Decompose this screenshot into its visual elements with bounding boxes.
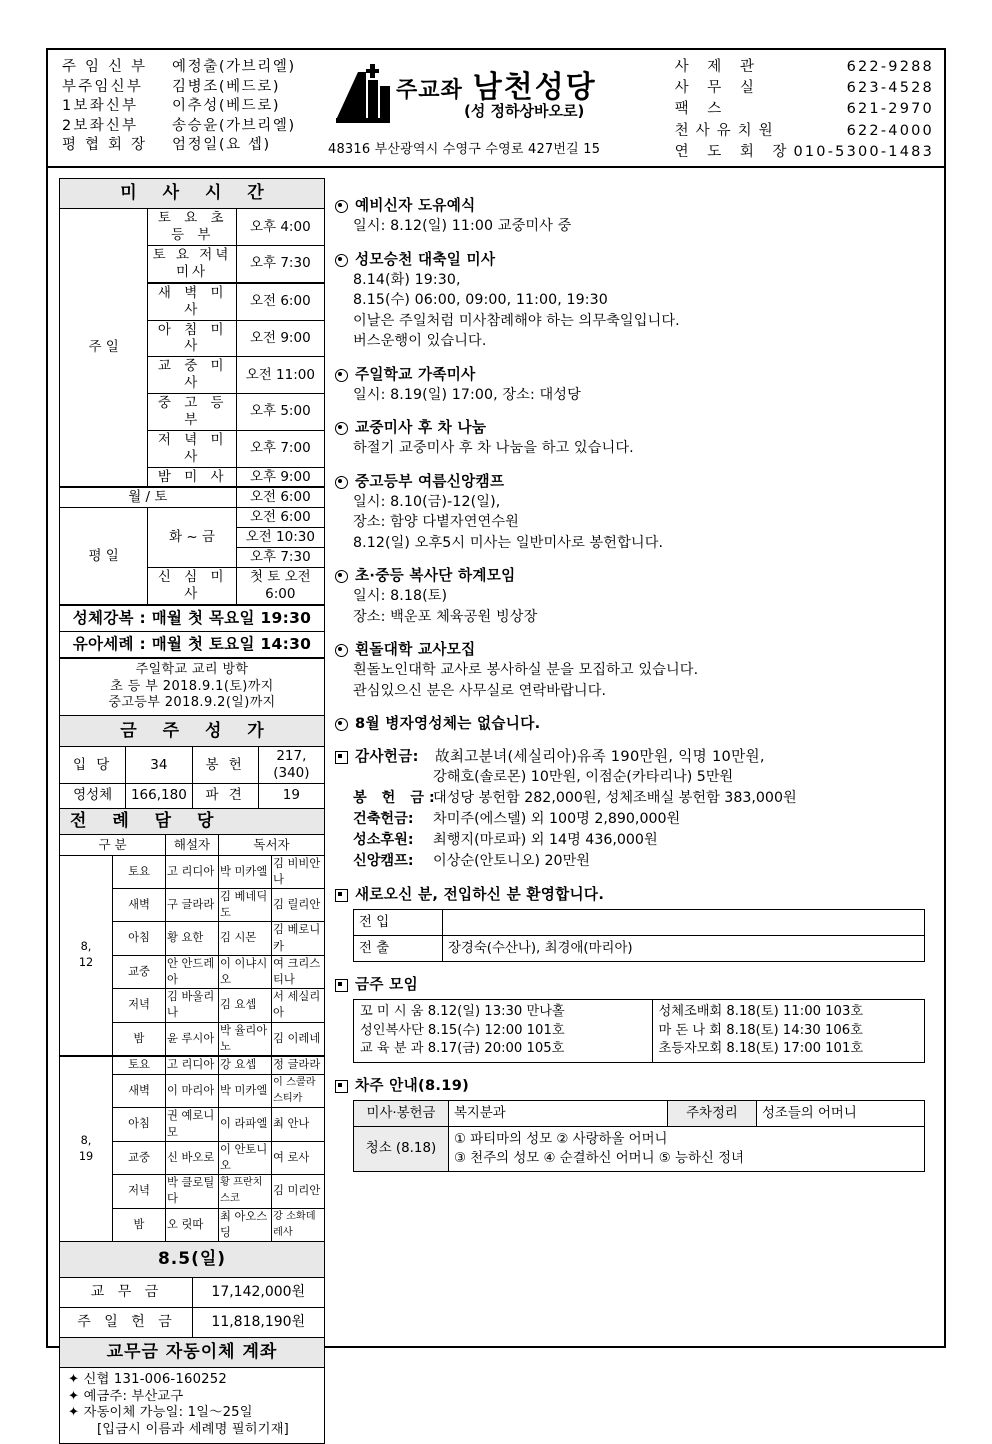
liturgy-mass: 밤: [113, 1022, 166, 1056]
church-logo-icon: [336, 64, 390, 126]
account-details: [60, 1368, 325, 1444]
announcement-line: 일시: 8.19(일) 17:00, 장소: 대성당: [353, 386, 581, 403]
mass-name: 밤 미 사: [148, 467, 236, 487]
mass-time: 오후 9:00: [236, 467, 324, 487]
church-patron: (성 정하상바오로): [463, 102, 585, 120]
hymn-value: 34: [126, 747, 192, 784]
hymn-table: [59, 715, 325, 809]
announcement-line: 버스운행이 있습니다.: [353, 333, 487, 349]
staff-role: 2보좌신부: [62, 117, 139, 134]
announcements-column: [335, 196, 935, 1185]
announcement-body: [335, 660, 935, 701]
liturgy-reader1: 최 아오스딩: [219, 1208, 272, 1241]
liturgy-date: [60, 855, 113, 1056]
next-week-value-offering: 복지분과: [449, 1100, 668, 1126]
mass-time: 오후 5:00: [236, 394, 324, 431]
announcement-item: [335, 472, 935, 554]
liturgy-date-month: 8,: [80, 940, 92, 954]
announcement-line: 8.15(수) 06:00, 09:00, 11:00, 19:30: [353, 292, 608, 308]
mass-time: 오후 7:00: [236, 430, 324, 467]
announcement-header: [335, 640, 935, 660]
announcement-body: [335, 438, 935, 459]
newcomers-table: [353, 909, 925, 962]
donation-row: [353, 767, 935, 788]
liturgy-commentator: 윤 루시아: [166, 1022, 219, 1056]
account-table: [59, 1337, 325, 1444]
sinsim-mass-time: 첫 토 오전 6:00: [236, 567, 324, 604]
contact-list: [669, 50, 944, 166]
announcement-line: 장소: 함양 다볕자연연수원: [353, 514, 519, 530]
liturgy-mass: 아침: [113, 922, 166, 955]
liturgy-commentator: 신 바오로: [166, 1141, 219, 1174]
left-column: [59, 178, 325, 1444]
donation-value: 故최고분녀(세실리아)유족 190만원, 익명 10만원,: [435, 748, 765, 765]
contact-label: 팩 스: [674, 101, 729, 118]
newcomers-label: 전 출: [354, 936, 443, 962]
circle-bullet-icon: [335, 718, 348, 731]
account-line-text: 신협 131-006-160252: [83, 1372, 227, 1388]
newcomers-section: [335, 885, 935, 962]
mass-name: 토 요 초 등 부: [148, 209, 236, 246]
newcomers-header: [335, 885, 935, 905]
staff-name: 예정출(가브리엘): [172, 59, 296, 75]
square-bullet-icon: [335, 751, 348, 764]
donation-value: 최행지(마로파) 외 14명 436,000원: [433, 832, 658, 848]
staff-name: 엄정일(요 셉): [172, 137, 271, 153]
liturgy-date: [60, 1056, 113, 1242]
liturgy-commentator: 안 안드레아: [166, 955, 219, 988]
announcement-line: 일시: 8.10(금)-12(일),: [353, 493, 501, 510]
liturgy-reader2: 김 비비안나: [272, 855, 325, 888]
contact-row: [675, 57, 934, 78]
liturgy-mass: 교중: [113, 1141, 166, 1174]
announcement-line: 장소: 백운포 체육공원 빙상장: [353, 608, 538, 625]
liturgy-mass: 토요: [113, 855, 166, 888]
liturgy-reader1: 강 요셉: [219, 1056, 272, 1075]
liturgy-mass: 교중: [113, 955, 166, 988]
donation-label: 봉 헌 금:: [353, 790, 440, 806]
donation-value: 차미주(에스델) 외 100명 2,890,000원: [433, 811, 681, 827]
announcement-item: [335, 365, 935, 406]
announcement-item: [335, 714, 935, 734]
staff-name: 김병조(베드로): [172, 78, 281, 95]
staff-row: [62, 78, 322, 98]
meetings-left-cell: [354, 1000, 653, 1063]
vacation-note: [60, 658, 325, 715]
donation-label: 감사헌금:: [355, 748, 419, 765]
announcement-body: [335, 270, 935, 352]
announcement-line: 일시: 8.12(일) 11:00 교중미사 중: [353, 218, 572, 234]
liturgy-reader1: 김 베네딕도: [219, 888, 272, 921]
newcomers-title: 새로오신 분, 전입하신 분 환영합니다.: [355, 886, 605, 903]
newcomers-label: 전 입: [354, 910, 443, 936]
liturgy-col-commentator: 해설자: [166, 834, 219, 855]
mass-name: 저 녁 미 사: [148, 430, 236, 467]
announcement-header: [335, 250, 935, 270]
circle-bullet-icon: [335, 570, 348, 583]
liturgy-commentator: 김 바울리나: [166, 989, 219, 1022]
liturgy-col-reader: 독서자: [219, 834, 325, 855]
announcement-header: [335, 196, 935, 216]
mass-time: 오전 11:00: [236, 357, 324, 394]
announcement-line: 8.14(화) 19:30,: [353, 271, 461, 288]
staff-row: [62, 58, 322, 78]
mass-name: 교 중 미 사: [148, 357, 236, 394]
next-week-table: [353, 1100, 925, 1172]
donation-label: 건축헌금:: [353, 811, 414, 827]
account-title: 교무금 자동이체 계좌: [60, 1337, 325, 1367]
church-prefix: 주교좌: [395, 78, 463, 103]
announcement-title: 8월 병자영성체는 없습니다.: [355, 715, 541, 732]
announcement-body: [335, 385, 935, 406]
liturgy-reader1: 이 라파엘: [219, 1108, 272, 1141]
weekly-meetings-header: [335, 975, 935, 995]
meeting-item: 교 육 분 과 8.17(금) 20:00 105호: [360, 1041, 565, 1057]
account-line-text: 예금주: 부산교구: [83, 1388, 184, 1404]
announcement-item: [335, 196, 935, 237]
benediction-note: 성체강복 : 매월 첫 목요일 19:30: [60, 605, 325, 632]
mass-schedule-title: 미 사 시 간: [60, 179, 325, 209]
announcement-title: 성모승천 대축일 미사: [355, 250, 496, 268]
contact-value: 621-2970: [846, 101, 934, 118]
liturgy-commentator: 박 클로틸다: [166, 1175, 219, 1208]
infant-baptism-note: 유아세례 : 매월 첫 토요일 14:30: [60, 632, 325, 659]
square-bullet-icon: [335, 889, 348, 902]
announcement-header: [335, 418, 935, 438]
liturgy-date-day: 12: [78, 956, 94, 970]
next-week-header: [335, 1076, 935, 1096]
account-footer: [입금시 이름과 세례명 필히기재]: [96, 1421, 290, 1437]
announcement-body: [335, 216, 935, 237]
liturgy-reader1: 황 프란치스코: [219, 1175, 272, 1208]
liturgy-reader1: 박 미카엘: [219, 855, 272, 888]
hymn-value: 166,180: [126, 783, 192, 808]
liturgy-date-day: 19: [78, 1149, 94, 1163]
announcement-item: [335, 566, 935, 627]
donation-row: [353, 788, 935, 809]
announcement-title: 초·중등 복사단 하계모임: [355, 567, 516, 584]
square-bullet-icon: [335, 979, 348, 992]
donations-section: [335, 747, 935, 872]
hymn-label: 영성체: [60, 783, 126, 808]
weekday-tuefri-time: 오후 7:30: [236, 548, 324, 568]
donation-row: [353, 830, 935, 851]
announcement-header: [335, 566, 935, 586]
liturgy-reader2: 김 베로니카: [272, 922, 325, 955]
liturgy-table: [59, 808, 325, 1242]
announcement-title: 주일학교 가족미사: [355, 365, 476, 383]
announcement-line: 8.12(일) 오후5시 미사는 일반미사로 봉헌합니다.: [353, 534, 664, 551]
mass-schedule-table: [59, 178, 325, 716]
meeting-item: 마 돈 나 회 8.18(토) 14:30 106호: [658, 1022, 863, 1038]
announcement-title: 교중미사 후 차 나눔: [355, 419, 487, 436]
weekly-meetings-section: [335, 975, 935, 1063]
announcement-header: [335, 714, 935, 734]
offering-table: [59, 1241, 325, 1338]
announcement-header: [335, 365, 935, 385]
donation-label: 신앙캠프:: [353, 853, 414, 869]
newcomers-value: 장경숙(수산나), 최경애(마리아): [443, 936, 925, 962]
hymn-value: 217,(340): [258, 747, 324, 784]
contact-label: 연 도 회 장: [674, 143, 794, 160]
offering-value: 17,142,000원: [192, 1277, 325, 1307]
donation-value: 강해호(솔로몬) 10만원, 이점순(카타리나) 5만원: [433, 769, 734, 785]
liturgy-reader1: 박 율리아노: [219, 1022, 272, 1056]
weekday-monsat-time: 오전 6:00: [236, 487, 324, 507]
sinsim-mass-name: 신 심 미 사: [148, 567, 236, 604]
account-line: ✦ 예금주: 부산교구: [68, 1388, 184, 1404]
staff-role: 부주임신부: [62, 78, 144, 95]
mass-time: 오전 9:00: [236, 320, 324, 357]
donation-rows: [335, 767, 935, 872]
liturgy-date-month: 8,: [80, 1133, 92, 1147]
liturgy-mass: 저녁: [113, 1175, 166, 1208]
liturgy-reader2: 여 크리스티나: [272, 955, 325, 988]
contact-value: 623-4528: [846, 80, 934, 97]
next-week-label-cleaning: 청소 (8.18): [354, 1126, 449, 1171]
liturgy-title: 전 례 담 당: [60, 808, 325, 834]
liturgy-commentator: 구 글라라: [166, 888, 219, 921]
vacation-line: 중고등부 2018.9.2(일)까지: [108, 694, 276, 710]
announcement-line: 일시: 8.18(토): [353, 588, 448, 604]
hymn-value: 19: [258, 783, 324, 808]
mass-name: 아 침 미 사: [148, 320, 236, 357]
liturgy-commentator: 고 리디아: [166, 855, 219, 888]
next-week-title: 차주 안내(8.19): [355, 1076, 470, 1094]
liturgy-commentator: 권 예로니모: [166, 1108, 219, 1141]
announcement-item: [335, 640, 935, 701]
liturgy-mass: 아침: [113, 1108, 166, 1141]
announcement-line: 관심있으신 분은 사무실로 연락바랍니다.: [353, 682, 607, 699]
contact-value: 622-9288: [846, 59, 934, 75]
mass-name: 토 요 저녁미사: [148, 246, 236, 283]
meeting-item: 초등자모회 8.18(토) 17:00 101호: [658, 1041, 864, 1057]
next-week-label-parking: 주차정리: [668, 1100, 757, 1126]
liturgy-commentator: 오 릿따: [166, 1208, 219, 1241]
vacation-line: 주일학교 교리 방학: [135, 662, 249, 678]
mass-name: 새 벽 미 사: [148, 283, 236, 320]
liturgy-mass: 새벽: [113, 888, 166, 921]
liturgy-reader2: 김 이레네: [272, 1022, 325, 1056]
church-address: 48316 부산광역시 수영구 수영로 427번길 15: [327, 142, 601, 157]
liturgy-reader2: 강 소화데레사: [272, 1208, 325, 1241]
circle-bullet-icon: [335, 644, 348, 657]
church-identity: [322, 50, 669, 166]
weekday-tuefri-name: 화 ~ 금: [148, 508, 236, 568]
liturgy-reader2: 서 세실리아: [272, 989, 325, 1022]
offering-title: 8.5(일): [60, 1241, 325, 1277]
announcement-body: [335, 586, 935, 627]
liturgy-commentator: 고 리디아: [166, 1056, 219, 1075]
weekday-tuefri-time: 오전 6:00: [236, 508, 324, 528]
meeting-item: 성체조배회 8.18(토) 11:00 103호: [658, 1004, 864, 1019]
staff-role: 주 임 신 부: [62, 59, 148, 75]
liturgy-reader2: 김 릴리안: [272, 888, 325, 921]
staff-role: 평 협 회 장: [62, 137, 148, 153]
circle-bullet-icon: [335, 422, 348, 435]
announcement-title: 예비신자 도유예식: [355, 197, 476, 214]
offering-label: 주 일 헌 금: [60, 1307, 193, 1337]
mass-time: 오후 7:30: [236, 246, 324, 283]
circle-bullet-icon: [335, 476, 348, 489]
announcement-line: 하절기 교중미사 후 차 나눔을 하고 있습니다.: [353, 440, 634, 456]
donation-row: [353, 809, 935, 830]
hymn-label: 봉 헌: [192, 747, 258, 784]
liturgy-reader2: 여 로사: [272, 1141, 325, 1174]
meeting-item: 성인복사단 8.15(수) 12:00 101호: [360, 1022, 565, 1038]
next-week-value-parking: 성조들의 어머니: [757, 1100, 925, 1126]
liturgy-reader1: 김 시몬: [219, 922, 272, 955]
staff-row: [62, 97, 322, 117]
offering-value: 11,818,190원: [192, 1307, 325, 1337]
newcomers-value: [443, 910, 925, 936]
liturgy-commentator: 황 요한: [166, 922, 219, 955]
announcement-header: [335, 472, 935, 492]
circle-bullet-icon: [335, 369, 348, 382]
announcement-item: [335, 250, 935, 352]
weekly-meetings-title: 금주 모임: [355, 976, 418, 993]
contact-row: [675, 78, 934, 99]
announcement-line: 흰돌노인대학 교사로 봉사하실 분을 모집하고 있습니다.: [353, 662, 699, 678]
hymn-label: 입 당: [60, 747, 126, 784]
liturgy-mass: 새벽: [113, 1074, 166, 1107]
donation-row: [353, 851, 935, 872]
cleaning-line: ③ 천주의 성모 ④ 순결하신 어머니 ⑤ 능하신 정녀: [454, 1150, 744, 1166]
contact-label: 사 제 관: [674, 59, 761, 75]
donation-label: 성소후원:: [353, 832, 414, 848]
meeting-item: 꼬 미 시 움 8.12(일) 13:30 만나홀: [360, 1004, 565, 1019]
contact-row: [675, 99, 934, 120]
offering-label: 교 무 금: [60, 1277, 193, 1307]
mass-name: 중 고 등 부: [148, 394, 236, 431]
weekly-meetings-table: [353, 999, 925, 1063]
liturgy-reader2: 이 스콜라스티카: [272, 1074, 325, 1107]
liturgy-mass: 밤: [113, 1208, 166, 1241]
circle-bullet-icon: [335, 200, 348, 213]
weekday-label: 평 일: [60, 508, 148, 605]
mass-time: 오전 6:00: [236, 283, 324, 320]
contact-value: 622-4000: [846, 122, 934, 139]
account-line: ✦ 자동이체 가능일: 1일～25일: [68, 1405, 253, 1421]
liturgy-col-division: 구 분: [60, 834, 166, 855]
next-week-cleaning-list: [449, 1126, 925, 1171]
liturgy-commentator: 이 마리아: [166, 1074, 219, 1107]
staff-role: 1보좌신부: [62, 98, 139, 114]
donation-value: 대성당 봉헌함 282,000원, 성체조배실 봉헌함 383,000원: [433, 790, 797, 806]
cleaning-line: ① 파티마의 성모 ② 사랑하올 어머니: [454, 1131, 668, 1147]
vacation-line: 초 등 부 2018.9.1(토)까지: [110, 678, 274, 694]
hymn-title: 금 주 성 가: [60, 716, 325, 747]
contact-row: [675, 121, 934, 142]
contact-label: 사 무 실: [674, 80, 761, 97]
liturgy-mass: 토요: [113, 1056, 166, 1075]
next-week-section: [335, 1076, 935, 1172]
liturgy-reader2: 최 안나: [272, 1108, 325, 1141]
circle-bullet-icon: [335, 254, 348, 267]
weekday-tuefri-time: 오전 10:30: [236, 528, 324, 548]
staff-list: [48, 50, 322, 166]
account-line-text: 자동이체 가능일: 1일～25일: [83, 1405, 253, 1421]
liturgy-reader2: 김 미리안: [272, 1175, 325, 1208]
staff-row: [62, 136, 322, 156]
liturgy-reader2: 정 글라라: [272, 1056, 325, 1075]
announcement-body: [335, 492, 935, 554]
contact-label: 천사유치원: [674, 122, 780, 139]
announcement-title: 중고등부 여름신앙캠프: [355, 472, 505, 490]
church-name: 남천성당: [472, 70, 597, 105]
mass-time: 오후 4:00: [236, 209, 324, 246]
donations-header: [335, 747, 935, 767]
announcement-line: 이날은 주일처럼 미사참례해야 하는 의무축일입니다.: [353, 312, 680, 329]
announcement-title: 흰돌대학 교사모집: [355, 641, 476, 658]
account-line: ✦ 신협 131-006-160252: [68, 1372, 227, 1388]
liturgy-reader1: 이 이냐시오: [219, 955, 272, 988]
staff-name: 송승윤(가브리엘): [172, 117, 296, 134]
weekday-monsat-name: 월 / 토: [60, 487, 237, 507]
liturgy-reader1: 박 미카엘: [219, 1074, 272, 1107]
liturgy-mass: 저녁: [113, 989, 166, 1022]
sunday-label: 주 일: [60, 209, 148, 488]
hymn-label: 파 견: [192, 783, 258, 808]
donation-value: 이상순(안토니오) 20만원: [433, 853, 590, 869]
contact-value: 010-5300-1483: [793, 143, 934, 160]
staff-name: 이추성(베드로): [172, 98, 281, 114]
liturgy-reader1: 김 요셉: [219, 989, 272, 1022]
next-week-label-offering: 미사·봉헌금: [354, 1100, 449, 1126]
liturgy-reader1: 이 안토니오: [219, 1141, 272, 1174]
square-bullet-icon: [335, 1080, 348, 1093]
staff-row: [62, 117, 322, 137]
bulletin-header: [48, 50, 944, 168]
contact-row: [675, 142, 934, 163]
announcement-item: [335, 418, 935, 459]
meetings-right-cell: [652, 1000, 925, 1063]
